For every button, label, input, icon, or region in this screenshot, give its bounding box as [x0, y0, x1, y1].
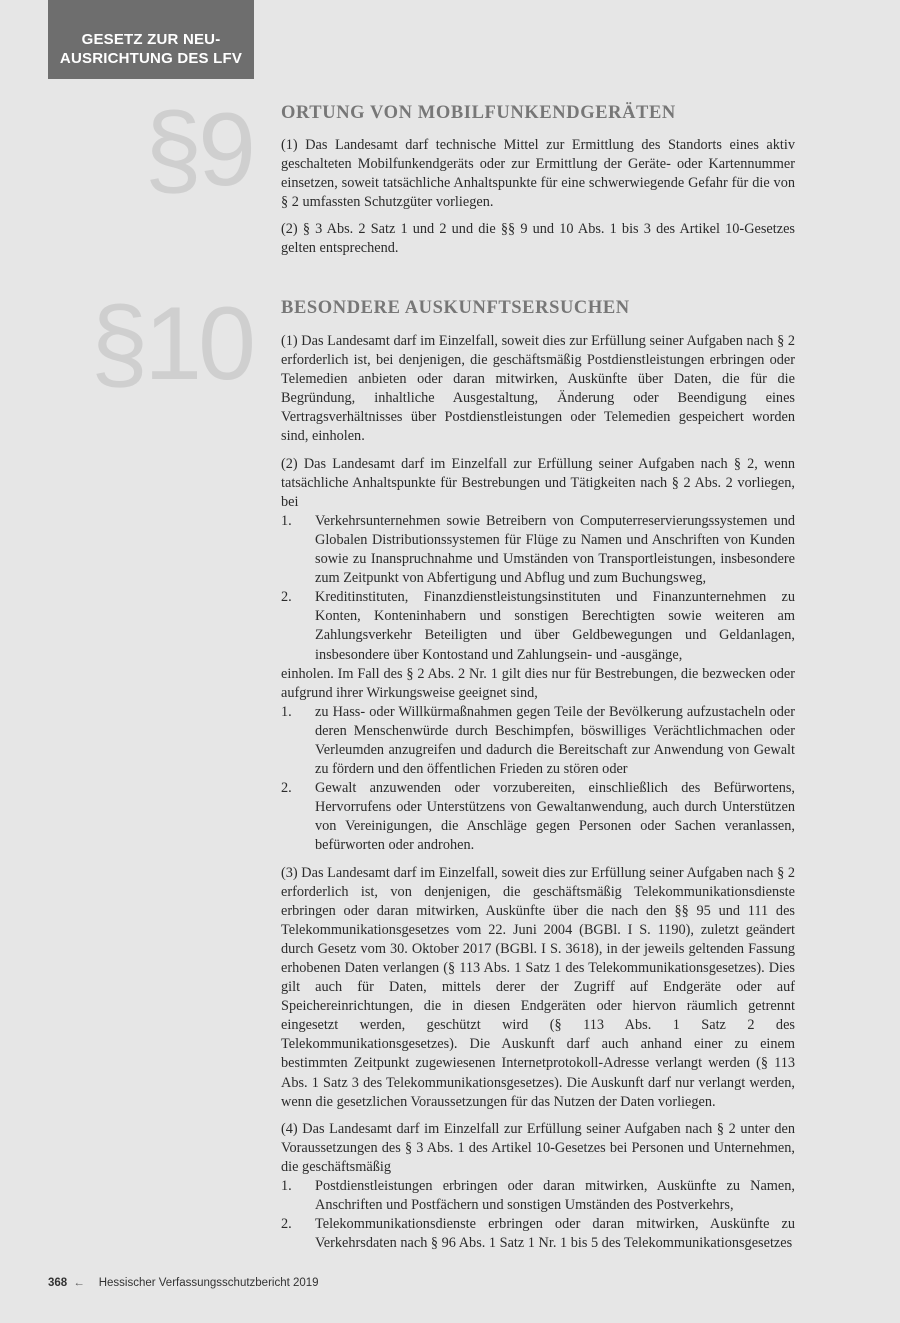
list-item: [281, 779, 795, 855]
section-10-title: BESONDERE AUSKUNFTSERSUCHEN: [281, 298, 630, 318]
chapter-header-line2: AUSRICHTUNG DES LFV: [59, 50, 243, 67]
section-10-paragraph-2-intro: (2) Das Landesamt darf im Einzelfall zur Erfüllung seiner Aufgaben nach § 2, wenn tatsächliche Anhaltspunkte für Bestrebungen und Tätigkeiten nach § 2 Abs. 2 vorliegen, bei: [281, 455, 795, 510]
section-10-number: §10: [90, 286, 252, 402]
list-item-number: 1.: [281, 512, 292, 529]
section-9-paragraph-2: (2) § 3 Abs. 2 Satz 1 und 2 und die §§ 9 und 10 Abs. 1 bis 3 des Artikel 10-Gesetzes gelten entsprechend.: [281, 221, 795, 257]
section-10-paragraph-4: [281, 1120, 795, 1254]
section-10-paragraph-2: [281, 455, 795, 856]
list-item-number: 2.: [281, 780, 292, 797]
section-10-paragraph-1: (1) Das Landesamt darf im Einzelfall, soweit dies zur Erfüllung seiner Aufgaben nach § 2 erforderlich ist, bei denjenigen, die geschäftsmäßig Postdienstleistungen erbringen oder Telemedien anbieten oder daran mitwirken, Auskünfte über Daten, die für die Begründung, inhaltliche Ausgestaltung, Änderung oder Beendigung eines Vertragsverhältnisses über Postdienstleistungen oder Telemedien gespeichert worden sind, einholen.: [281, 333, 795, 445]
list-item: [281, 512, 795, 588]
list-item-number: 1.: [281, 1178, 292, 1195]
list-item-number: 1.: [281, 703, 292, 720]
section-10-paragraph-2-mid: einholen. Im Fall des § 2 Abs. 2 Nr. 1 gilt dies nur für Bestrebungen, die bezwecken oder aufgrund ihrer Wirkungsweise geeignet sind,: [281, 665, 795, 701]
chapter-header-line1: GESETZ ZUR NEU-: [81, 31, 221, 48]
section-10-paragraph-4-intro: (4) Das Landesamt darf im Einzelfall zur Erfüllung seiner Aufgaben nach § 2 unter den Voraussetzungen des § 3 Abs. 1 des Artikel 10-Gesetzes bei Personen und Unternehmen, die geschäftsmäßig: [281, 1120, 795, 1175]
list-item-text: Postdienstleistungen erbringen oder daran mitwirken, Auskünfte zu Namen, Anschriften und Postfächern und sonstigen Umständen des Postverkehrs,: [315, 1178, 795, 1214]
list-item-text: zu Hass- oder Willkürmaßnahmen gegen Teile der Bevölkerung aufzustacheln oder deren Menschenwürde durch Beschimpfen, böswilliges Verächtlichmachen oder Verleumden anzugreifen und dadurch die Bereitschaft zur Anwendung von Gewalt zu fördern und den öffentlichen Frieden zu stören oder: [315, 703, 795, 778]
arrow-left-icon: ←: [73, 1277, 85, 1289]
page-number: 368: [48, 1277, 68, 1289]
list-item: [281, 588, 795, 664]
section-10-paragraph-3: (3) Das Landesamt darf im Einzelfall, soweit dies zur Erfüllung seiner Aufgaben nach § 2 erforderlich ist, von denjenigen, die geschäftsmäßig Telekommunikationsdienste erbringen oder daran mitwirken, Auskünfte über die nach den §§ 95 und 111 des Telekommunikationsgesetzes vom 22. Juni 2004 (BGBl. I S. 1190), zuletzt geändert durch Gesetz vom 30. Oktober 2017 (BGBl. I S. 3618), in der jeweils geltenden Fassung erhobenen Daten verlangen (§ 113 Abs. 1 Satz 1 des Telekommunikationsgesetzes). Dies gilt auch für Daten, mittels derer der Zugriff auf Endgeräte oder auf Speichereinrichtungen, die in diesen Endgeräten oder hiervon räumlich getrennt eingesetzt werden, geschützt wird (§ 113 Abs. 1 Satz 2 des Telekommunikationsgesetzes). Die Auskunft darf auch anhand einer zu einem bestimmten Zeitpunkt zugewiesenen Internetprotokoll-Adresse verlangt werden (§ 113 Abs. 1 Satz 3 des Telekommunikationsgesetzes). Die Auskunft darf nur verlangt werden, wenn die gesetzlichen Voraussetzungen für das Nutzen der Daten vorliegen.: [281, 864, 795, 1110]
section-9-paragraph-1: (1) Das Landesamt darf technische Mittel zur Ermittlung des Standorts eines aktiv geschalteten Mobilfunkendgeräts oder zur Ermittlung der Geräte- oder Kartennummer einsetzen, soweit tatsächliche Anhaltspunkte für eine schwerwiegende Gefahr für die von § 2 umfassten Schutzgüter vorliegen.: [281, 137, 795, 211]
list-item-number: 2.: [281, 589, 292, 606]
list-item-text: Telekommunikationsdienste erbringen oder daran mitwirken, Auskünfte zu Verkehrsdaten nach § 96 Abs. 1 Satz 1 Nr. 1 bis 5 des Telekommunikationsgesetzes: [315, 1216, 795, 1252]
publication-title: Hessischer Verfassungsschutzbericht 2019: [98, 1277, 319, 1289]
list-item: [281, 703, 795, 779]
chapter-header-box: [48, 0, 254, 79]
list-item: [281, 1177, 795, 1215]
list-item-text: Verkehrsunternehmen sowie Betreibern von Computerreservierungssystemen und Globalen Distributionssystemen für Flüge zu Namen und Anschriften von Kunden sowie zu Inanspruchnahme und Umständen von Transportleistungen, insbesondere zum Zeitpunkt von Abfertigung und Abflug und zum Buchungsweg,: [315, 512, 795, 587]
section-9-body: [281, 136, 795, 259]
page-footer: [48, 1277, 319, 1289]
list-item-number: 2.: [281, 1216, 292, 1233]
section-10-body: [281, 332, 795, 1253]
list-item: [281, 1215, 795, 1253]
section-9-number: §9: [144, 92, 252, 208]
section-9-title: ORTUNG VON MOBILFUNKENDGERÄTEN: [281, 103, 676, 123]
list-item-text: Gewalt anzuwenden oder vorzubereiten, einschließlich des Befürwortens, Hervorrufens oder Unterstützens von Gewaltanwendung, auch durch Unterstützen von Vereinigungen, die Anschläge gegen Personen oder Sachen veranlassen, befürworten oder androhen.: [315, 780, 795, 854]
list-item-text: Kreditinstituten, Finanzdienstleistungsinstituten und Finanzunternehmen zu Konten, Konteninhabern und sonstigen Berechtigten sowie weiteren am Zahlungsverkehr Beteiligten und über Geldbewegungen und Geldanlagen, insbesondere über Kontostand und Zahlungsein- und -ausgänge,: [315, 589, 795, 663]
